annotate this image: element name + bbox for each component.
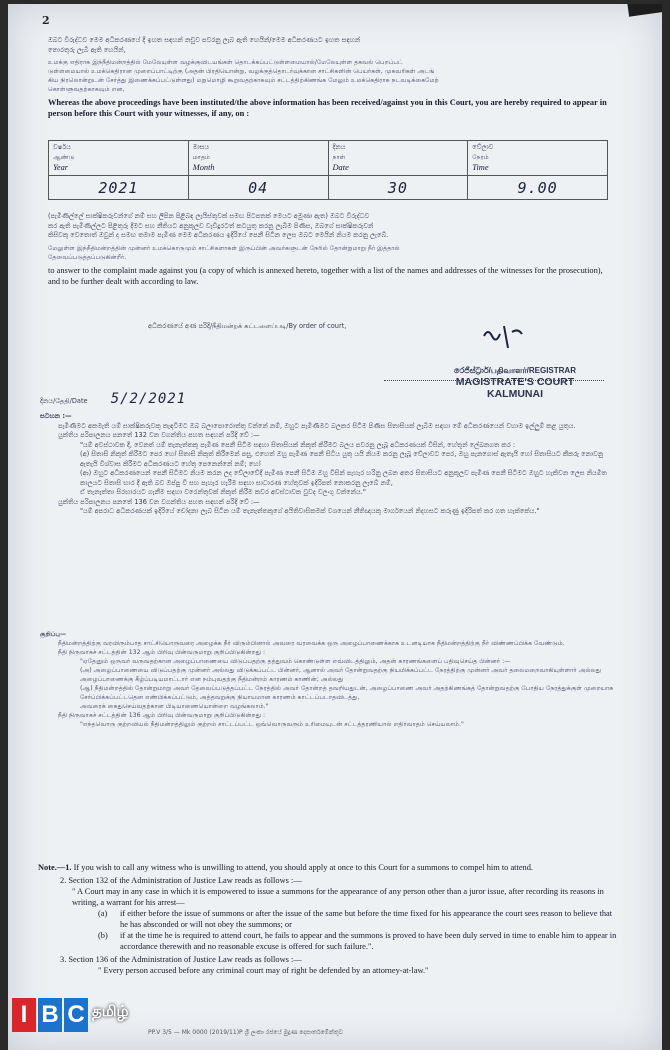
intro-tamil-2: டுள்ளமையால் உமக்கெதிரான முறைப்பாட்டிற்கு (அதன் பிரதியொன்று, வழக்குத்தொடர்வுக்கான சாட்சிகளின் பெயர்கள், முகவரிகள் அடங்: [48, 68, 435, 75]
appear-english: to answer to the complaint made against you (a copy of which is annexed hereto, together with a list of the names and addresses of the witnesses for the prosecution), and to be further dealt with according to law.: [48, 265, 603, 286]
appear-sinhala-1: (පැමිණිල්ලේ සාක්ෂිකරුවන්ගේ නම් සහ ලිපින පිළිබඳ ලැයිස්තුවක් සමඟ පිටපතක් මෙයට අමුණා ඇත) ඔබට විරුද්ධව: [48, 212, 370, 220]
date-header: දිනය நாள் Date: [328, 141, 468, 176]
date-handwritten: 5/2/2021: [110, 391, 187, 407]
sinhala-note-2-a: (අ) සිතාසි නිකුත් කිරීමට පෙර හෝ සිතාසි නිකුත් කිරීමෙන් පසු, එහෙත් ඔහු පැමිණ පෙනී සිටිය යුතු යයි නියම කරනු ලැබූ වේලාවට පෙර, ඔහු පැනගොස් ඇතැයි හෝ සිතාසියට කීකරු නොවනු ඇතැයි විශ්වාස කිරීමට අධිකරණයට හේතු පෙනෙන්නේ නම්; හෝ: [80, 450, 604, 468]
ibc-letter-b: B: [38, 998, 62, 1032]
year-value: 2021: [98, 179, 139, 197]
date-value: 30: [387, 179, 408, 197]
tamil-note-2-c: அவரைக் கைதுசெய்வதற்கான பிடியாணையொன்றை வழங்கலாம்.": [80, 703, 269, 710]
tamil-note-3: நீதி நிருவாகச் சட்டத்தின் 136 ஆம் பிரிவு பின்வருமாறு குறிப்பிடுகின்றது :: [58, 712, 266, 719]
magistrate-signature: [478, 322, 528, 352]
english-note-2-quote: " A Court may in any case in which it is empowered to issue a summons for the appearance of any person other than a juror issue, after recording its reasons in writing, a warrant for his arrest—: [72, 887, 604, 907]
tamil-note-2: நீதி நிருவாகச் சட்டத்தின் 132 ஆம் பிரிவு பின்வருமாறு குறிப்பிடுகின்றது :: [58, 649, 266, 656]
sinhala-note-1: පැමිණීමට අකමැති යම් සාක්ෂිකරුවකු කැඳවීමට ඔබ බලාපොරොත්තු වන්නේ නම්, ඔහුට පැමිණීමට බලකර සිටීම පිණිස සිතාසියක් ලැබීම සඳහා මේ අධිකරණයෙන් වහාම ඉල්ලුම් කළ යුතුය.: [58, 421, 576, 430]
appear-tamil-2: தேவைப்படுத்தப்படுகின்றீர்.: [48, 253, 127, 261]
sinhala-notes-heading: සටහන :—: [40, 412, 72, 420]
court-stamp: රෙජිස්ට්‍රාර්/பதிவாளர்/REGISTRAR MAGISTRATE'S COURT KALMUNAI: [454, 366, 576, 400]
english-notes: [38, 862, 622, 976]
tamil-note-3-quote: "எந்தவொரு குற்றவியல் நீதிமன்றத்திலும் குற்றம் சாட்டப்பட்ட ஒவ்வொருவரும் உரிமையுடன் சட்டத்தரணியால் எதிர்வாதம் செய்யலாம்.": [80, 721, 464, 728]
page-number: 2: [42, 14, 50, 27]
document-page: [8, 4, 662, 1050]
tamil-note-2-quote: "ஏதேனும் ஒருவர் வருவதற்கான அழைப்பாணையை விடுப்பதற்கு தத்துவம் கொண்டுள்ள எவ்விடத்திலும், அதன் காரணங்களைப் பதிவுசெய்த பின்னர் :—: [80, 658, 511, 665]
appear-tamil-1: மேலுள்ள இந்நீதிமன்றத்தின் முன்னர் உமக்கொருமும் சாட்சிகளாகள் இருப்பின் அவர்களுடன் நேரில் தோன்றுமாறு நீர் இத்தால்: [48, 244, 400, 252]
intro-tamil-4: கொள்ளுவதற்காகவும் என,: [48, 86, 125, 93]
tamil-note-2-b: (ஆ) நீதிமன்றத்தில் தோன்றுமாறு அவர் தேவைப்படுத்தப்பட்ட நேரத்தில் அவர் தோன்றத் தவறியதுடன், அழைப்பாணை அவர் அதற்கிணங்கத் தோன்றுவதற்கு போதிய நேரத்துக்குள் முறையாக சேர்ப்பிக்கப்பட்டதென எண்பிக்கப்பட்டும், அத்தவறுக்கு நியாயமான காரணம் காட்டப்படாதவிடத்து,: [80, 685, 614, 701]
ibc-letter-i: I: [12, 998, 36, 1032]
appear-section: [48, 212, 608, 287]
month-value: 04: [248, 179, 269, 197]
english-note-3-quote: " Every person accused before any criminal court may of right be defended by an attorney-at-law.": [98, 966, 429, 975]
year-header: වර්ෂය ஆண்டு Year: [49, 141, 189, 176]
sinhala-note-3: යුක්තිය පරිපාලනය පනතේ 136 වන වගන්තිය පහත සඳහන් පරිදි වේ :—: [58, 497, 260, 506]
english-note-2-b: (b) if at the time he is required to attend court, he fails to appear and the summons is proved to have been duly served in time to enable him to appear in accordance therewith and no reasonable excuse is offered for such failure.".: [98, 931, 617, 951]
english-note-2: 2. Section 132 of the Administration of Justice Law reads as follows :—: [60, 876, 302, 885]
sinhala-note-2-b: (ආ) ඔහුට අධිකරණයෙන් පෙනී සිටීමට නියම කරන ලද වේලාවේදී පැමිණ පෙනී සිටීම ඔහු විසින් පැහැර හරිනු ලබන අතර සිතාසියට අනුකූලව පැමිණ පෙනී සිටීමට ඔහුට හැකිවන ලෙස නියමිත කාලයට සිතාසි භාර දී ඇති බව ඔප්පු වී සහ පැහැර හැරීම සඳහා සාධාරණ හේතුවක් ඉදිරිපත් නොකරනු ලැබේ නම්,: [80, 469, 607, 487]
tamil-note-1: நீதிமன்றத்திற்கு வரவிரும்பாத சாட்சியொருவரை அழைக்க நீர் விரும்பினால் அவரை வரவைக்க ஒரு அழைப்பாணைக்காக உடனடியாக நீதிமன்றத்திற்கு நீர் விண்ணப்பிக்க வேண்டும்.: [58, 640, 565, 647]
tamil-notes: [40, 630, 620, 729]
english-note-1: Note.—1. If you wish to call any witness who is unwilling to attend, you should apply at once to this Court for a summons to compel him to attend.: [38, 863, 534, 872]
by-order-of-court: අධිකරණයේ අණ පරිදි/நீதிமன்றக் கட்டளைப்படி/By order of court,: [148, 322, 347, 330]
intro-tamil-3: கிய நிரலொன்றுடன் சேர்த்து இணைக்கப்பட்டுள்ளது) மறுமொழி கூறுவதற்காகவும் சட்டத்திற்கிணங்க மேலும் உமக்கெதிராக நடவடிக்கைமேற்: [48, 77, 439, 84]
page-corner-shadow: [627, 4, 662, 17]
sinhala-note-2-quote: "යම් අවස්ථාවක දී, වෙනත් යම් තැනැත්තකු පැමිණ පෙනී සිටීම සඳහා සිතාසියක් නිකුත් කිරීමට බලය පවරනු ලැබූ අධිකරණයක් විසින්, හේතූන් ලේඛනගත කර :: [80, 440, 516, 449]
month-header: මාසය மாதம் Month: [188, 141, 328, 176]
tamil-notes-heading: குறிப்பு—: [40, 631, 67, 638]
ibc-tamil-logo: [12, 998, 132, 1036]
appearance-date-table: [48, 140, 608, 200]
intro-sinhala-2: තොරතුරු ලැබී ඇති හෙයින්,: [48, 45, 126, 54]
english-note-3: 3. Section 136 of the Administration of Justice Law reads as follows :—: [60, 955, 302, 964]
appear-sinhala-3: කිසිවකු වෙතොත් ඔවුන් ද සමඟ තමාම පැමිණ මෙම අධිකරණය ඉදිරියේ පෙනී සිටින ලෙස ඔබට මෙයින් නියම කරනු ලැබේ.: [48, 231, 389, 239]
intro-tamil-1: உமக்கு எதிராக இந்நீதிமன்றத்தில் மேலேயுள்ள வழக்குவிடயங்கள் தொடக்கப்பட்டுள்ளமையால்/மேலேயுள்ள தகவல் பெறப்பட்: [48, 59, 403, 66]
printer-line: PP.V 3/5 — Mk 0000 (2019/11)P ශ්‍රී ලංකා රජයේ මුද්‍රණ දෙපාර්තමේන්තුව: [148, 1029, 343, 1036]
intro-english: Whereas the above proceedings have been instituted/the above information has been received/against you in this Court, you are hereby required to appear in person before this Court with your witnesses, if any, on :: [48, 98, 607, 118]
english-note-2-a: (a) if either before the issue of summons or after the issue of the same but before the time fixed for his appearance the court sees reason to believe that he has absconded or will not obey the summons; or: [98, 909, 613, 929]
tamil-note-2-a: (அ) அழைப்பாணையை விடுப்பதற்கு முன்னர் அல்லது விடுக்கப்பட்ட பின்னர், ஆனால் அவர் தோன்றுவதற்கு நியமிக்கப்பட்ட நேரத்திற்கு முன்னர் அவர் தலைமறைவாகியுள்ளார் அல்லது அழைப்பாணைக்கு கீழ்ப்படியமாட்டார் என நம்புவதற்கு நீதிமன்றம் காரணம் காணின்; அல்லது: [80, 667, 602, 683]
ibc-letter-c: C: [64, 998, 88, 1032]
date-label: දිනය/தேதி/Date: [40, 397, 88, 405]
ibc-tamil-text: தமிழ்: [92, 1002, 129, 1020]
appear-sinhala-2: කර ඇති පැමිණිල්ලට පිළිතුරු දීමට සහ නීතියට අනුකූලව වැඩිදුරටත් කටයුතු කරනු ලැබීම පිණිස, ඔබගේ සාක්ෂිකරුවන්: [48, 221, 374, 230]
intro-sinhala-1: ඔබට විරුද්ධව මෙම අධිකරණයේ දී ඉහත සඳහන් නඩුව පවරනු ලැබ ඇති හෙයින්/මෙම අධිකරණයට ඉහත සඳහන්: [48, 36, 361, 44]
intro-section: [48, 36, 608, 119]
sinhala-note-3-quote: "යම් අපරාධ අධිකරණයක් ඉදිරියේ චෝදනා ලැබ සිටින යම් තැනැත්තකුගේ අයිතිවාසිකමක් වශයෙන් නීතිඥයකු මාර්ගයෙන් නිදහසට කරුණු ඉදිරිපත් කර ගත හැක්කේය.": [80, 507, 540, 515]
issue-date: [40, 388, 260, 407]
sinhala-note-2-c: ඒ තැනැත්තා සිරභාරයට ගැනීම සඳහා වරෙන්තුවක් නිකුත් කිරීම කවර අවස්ථාවක වුවද වලංගු වන්නේය.": [80, 488, 366, 496]
sinhala-note-2: යුක්තිය පරිපාලනය පනතේ 132 වන වගන්තිය පහත සඳහන් පරිදි වේ :—: [58, 431, 260, 439]
time-value: 9.00: [517, 179, 558, 197]
time-header: වේලාව நேரம் Time: [468, 141, 608, 176]
sinhala-notes: [40, 412, 620, 517]
